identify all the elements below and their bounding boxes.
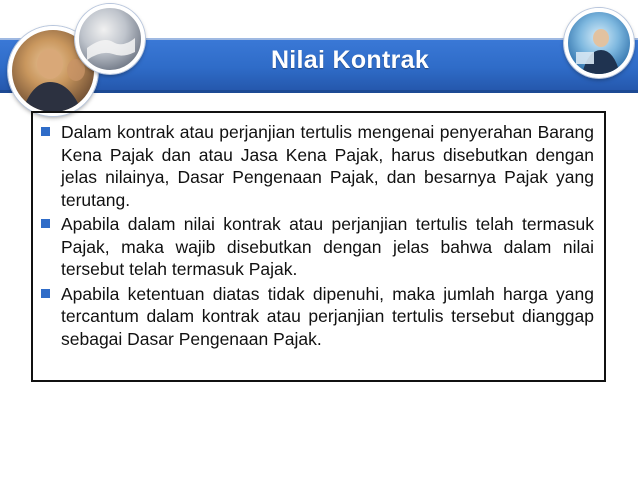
bullet-list — [41, 121, 594, 350]
bullet-item — [41, 121, 594, 211]
office-worker-photo — [564, 8, 634, 78]
bullet-item — [41, 283, 594, 351]
bullet-text: Dalam kontrak atau perjanjian tertulis mengenai penyerahan Barang Kena Pajak dan atau Jasa Kena Pajak, harus disebutkan dengan jelas nilainya, Dasar Pengenaan Pajak, dan besarnya Pajak yang terutang. — [61, 122, 594, 210]
content-box — [31, 111, 606, 382]
header-bottom-line — [0, 90, 638, 93]
bullet-text: Apabila dalam nilai kontrak atau perjanjian tertulis telah termasuk Pajak, maka wajib disebutkan dengan jelas bahwa dalam nilai tersebut telah termasuk Pajak. — [61, 214, 594, 279]
square-bullet-icon — [41, 219, 50, 228]
handshake-photo — [75, 4, 145, 74]
square-bullet-icon — [41, 289, 50, 298]
slide-title: Nilai Kontrak — [270, 46, 430, 74]
bullet-text: Apabila ketentuan diatas tidak dipenuhi, maka jumlah harga yang tercantum dalam kontrak atau perjanjian tertulis tersebut dianggap sebagai Dasar Pengenaan Pajak. — [61, 283, 594, 349]
square-bullet-icon — [41, 127, 50, 136]
bullet-item — [41, 213, 594, 281]
